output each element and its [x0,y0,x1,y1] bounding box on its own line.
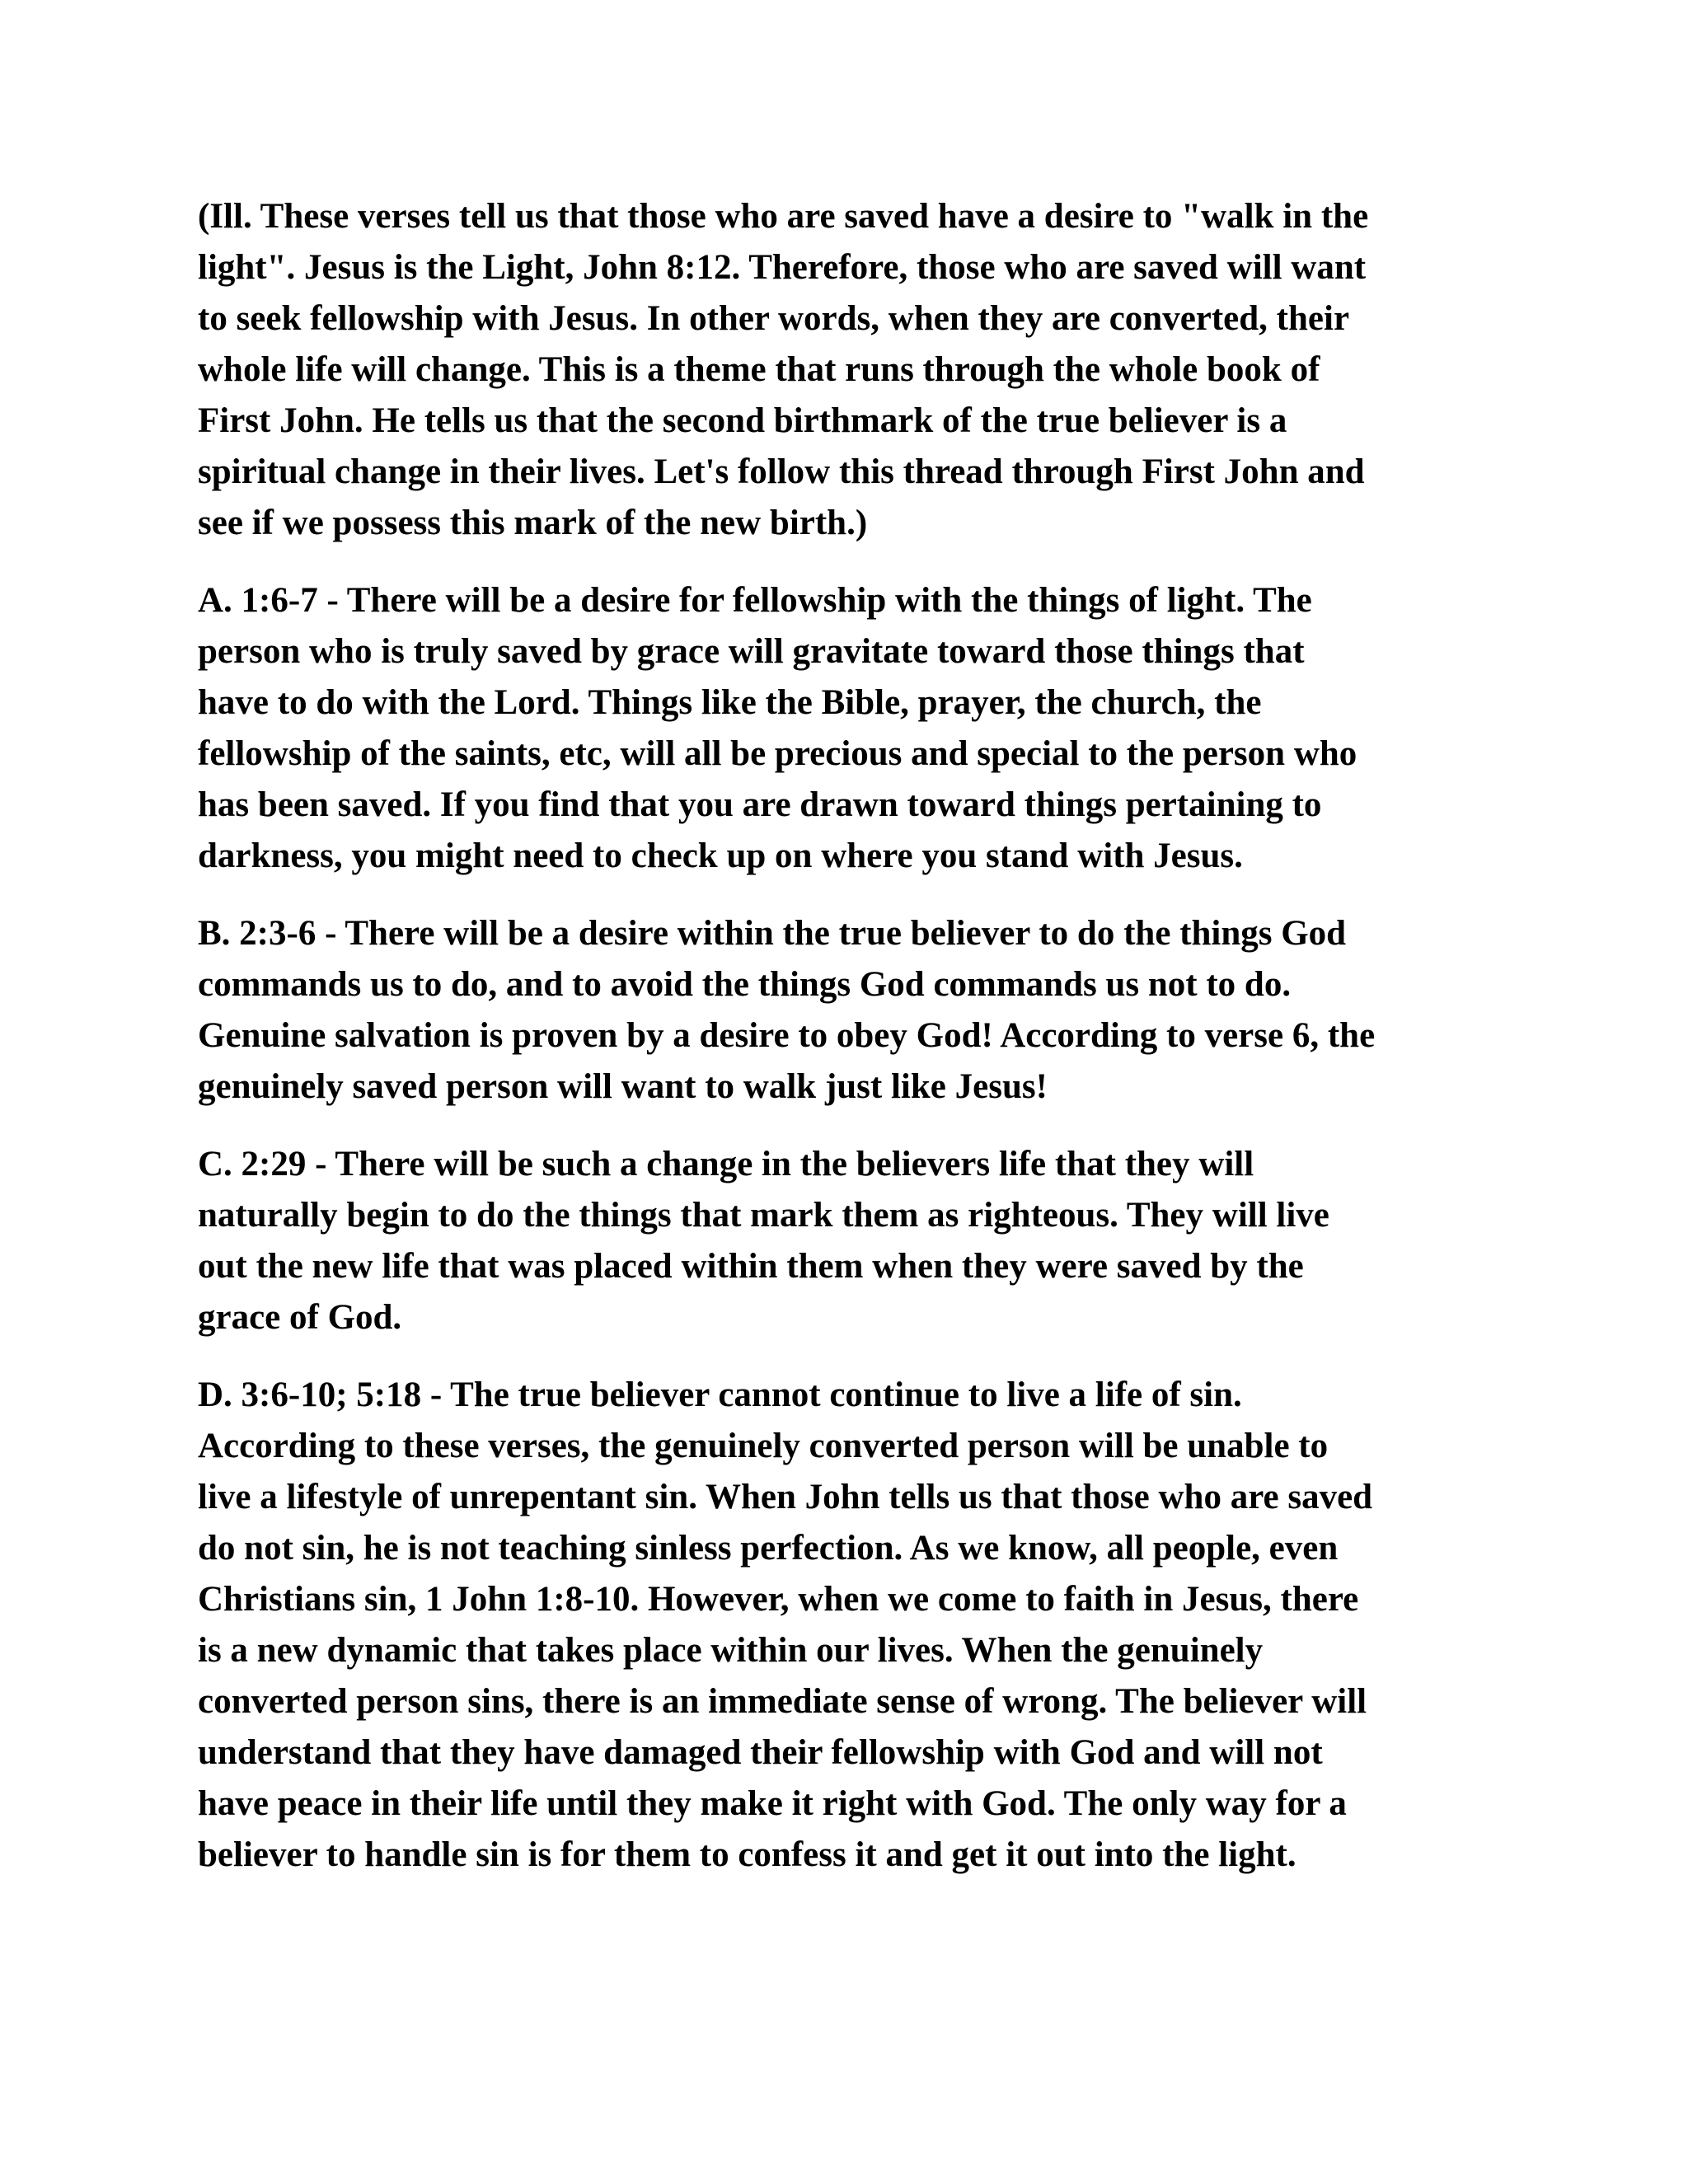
text-line: have to do with the Lord. Things like the Bible, prayer, the church, the [198,683,1262,722]
text-line: Christians sin, 1 John 1:8-10. However, when we come to faith in Jesus, there [198,1580,1359,1619]
paragraph-point-c [198,1139,1517,1343]
text-line: fellowship of the saints, etc, will all be precious and special to the person who [198,734,1357,773]
text-line: live a lifestyle of unrepentant sin. When John tells us that those who are saved [198,1478,1373,1516]
text-line: darkness, you might need to check up on where you stand with Jesus. [198,837,1243,875]
text-line: believer to handle sin is for them to confess it and get it out into the light. [198,1835,1296,1874]
text-line: have peace in their life until they make it right with God. The only way for a [198,1784,1347,1823]
text-line: spiritual change in their lives. Let's follow this thread through First John and [198,452,1365,491]
text-line: commands us to do, and to avoid the things God commands us not to do. [198,965,1292,1004]
text-line: to seek fellowship with Jesus. In other words, when they are converted, their [198,299,1350,338]
text-line: C. 2:29 - There will be such a change in the believers life that they will [198,1145,1254,1183]
text-line: has been saved. If you find that you are drawn toward things pertaining to [198,785,1322,824]
text-line: person who is truly saved by grace will gravitate toward those things that [198,632,1305,671]
text-line: converted person sins, there is an immediate sense of wrong. The believer will [198,1682,1367,1721]
text-line: Genuine salvation is proven by a desire to obey God! According to verse 6, the [198,1016,1376,1055]
text-line: out the new life that was placed within them when they were saved by the [198,1247,1304,1286]
text-line: is a new dynamic that takes place within our lives. When the genuinely [198,1631,1264,1670]
paragraph-intro [198,191,1517,549]
text-line: (Ill. These verses tell us that those who are saved have a desire to "walk in the [198,197,1369,236]
text-line: naturally begin to do the things that mark them as righteous. They will live [198,1196,1329,1235]
text-line: genuinely saved person will want to walk just like Jesus! [198,1067,1048,1106]
text-line: First John. He tells us that the second birthmark of the true believer is a [198,401,1287,440]
text-line: B. 2:3-6 - There will be a desire within the true believer to do the things God [198,914,1347,953]
text-line: grace of God. [198,1298,402,1337]
text-line: do not sin, he is not teaching sinless perfection. As we know, all people, even [198,1529,1339,1568]
text-line: see if we possess this mark of the new birth.) [198,504,868,542]
text-line: D. 3:6-10; 5:18 - The true believer cannot continue to live a life of sin. [198,1376,1242,1414]
text-line: A. 1:6-7 - There will be a desire for fellowship with the things of light. The [198,581,1312,620]
text-line: whole life will change. This is a theme that runs through the whole book of [198,350,1320,389]
paragraph-point-a [198,575,1517,882]
text-line: light". Jesus is the Light, John 8:12. Therefore, those who are saved will want [198,248,1367,287]
document-page [198,191,1517,1907]
text-line: According to these verses, the genuinely converted person will be unable to [198,1427,1329,1465]
paragraph-point-b [198,908,1517,1113]
text-line: understand that they have damaged their fellowship with God and will not [198,1733,1323,1772]
paragraph-point-d [198,1370,1517,1881]
